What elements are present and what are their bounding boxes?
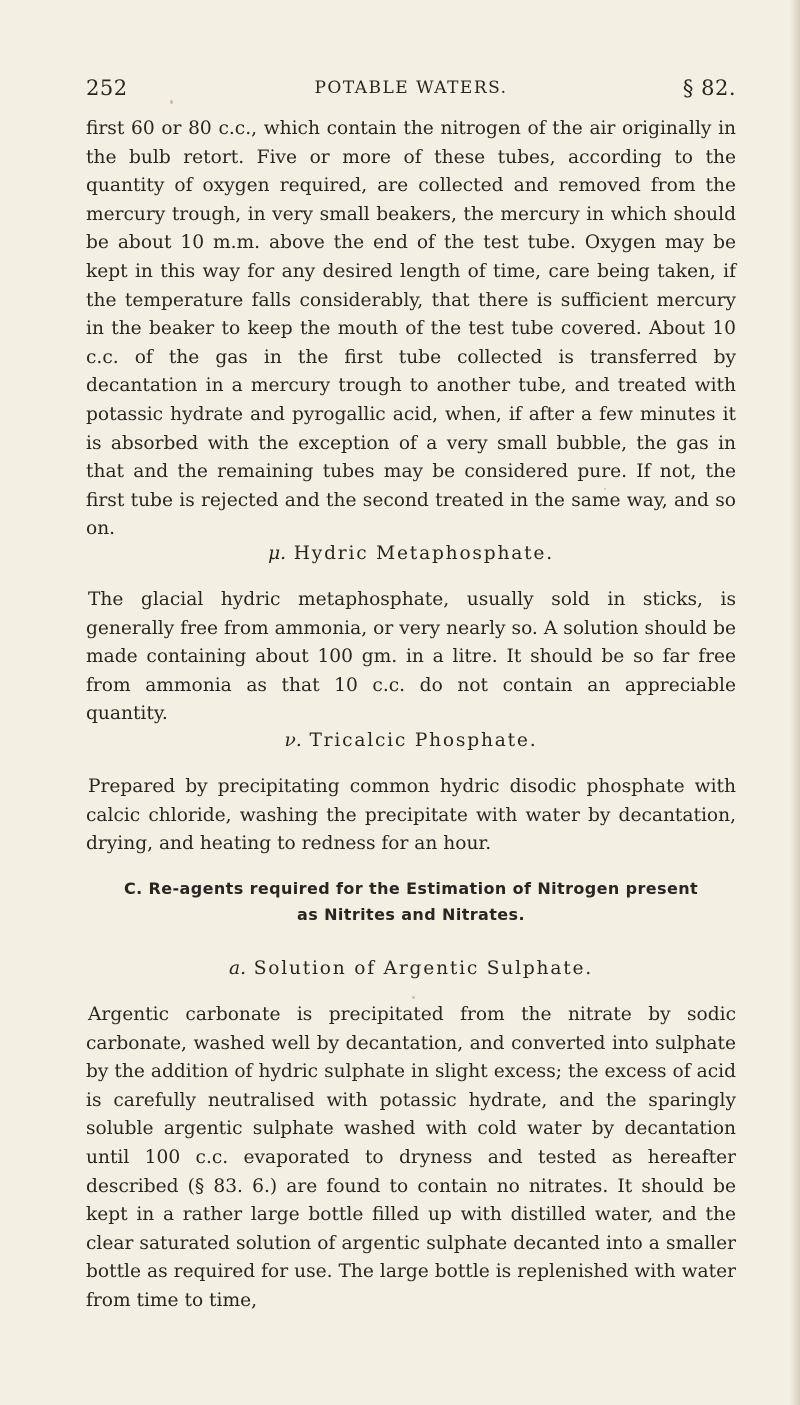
paper-speck — [412, 996, 415, 999]
paragraph-metaphosphate — [86, 586, 736, 729]
section-heading-line-2: as Nitrites and Nitrates. — [297, 905, 525, 924]
paragraph-text: Prepared by precipitating common hydric disodic phosphate with calcic chloride, washing the precipitate with water by decantation, drying, and heating to redness for an hour. — [86, 776, 736, 855]
paragraph-tricalcic — [86, 773, 736, 859]
subheading-letter: ν. — [284, 730, 302, 751]
subheading-tricalcic-phosphate — [86, 730, 736, 751]
subheading-letter: μ. — [268, 543, 287, 564]
subheading-letter: a. — [228, 958, 246, 979]
subheading-title: Tricalcic Phosphate. — [309, 730, 538, 751]
paper-speck — [604, 488, 606, 490]
page-header — [86, 72, 736, 112]
subheading-title: Solution of Argentic Sulphate. — [253, 958, 593, 979]
page-number: 252 — [86, 76, 128, 100]
paragraph-text: The glacial hydric metaphosphate, usually sold in sticks, is generally free from ammonia, or very nearly so. A solution should be made containing about 100 gm. in a litre. It should be so far free from ammonia as that 10 c.c. do not contain an appreciable quantity. — [86, 589, 736, 725]
subheading-title: Hydric Metaphosphate. — [293, 543, 554, 564]
running-title: POTABLE WATERS. — [314, 78, 508, 98]
subheading-hydric-metaphosphate — [86, 543, 736, 564]
section-heading-line-1: C. Re-agents required for the Estimation of Nitrogen present — [123, 879, 699, 898]
section-number: § 82. — [682, 76, 736, 100]
paragraph-oxygen-collection — [86, 115, 736, 544]
paper-speck — [170, 100, 173, 104]
section-heading-c — [86, 876, 736, 928]
subheading-argentic-sulphate — [86, 958, 736, 979]
paragraph-text: first 60 or 80 c.c., which contain the nitrogen of the air originally in the bulb retort. Five or more of these tubes, according to the quantity of oxygen required, are collected and removed from the mercury trough, in very small beakers, the mercury in which should be about 10 m.m. above the end of the test tube. Oxygen may be kept in this way for any desired length of time, care being taken, if the temperature falls considerably, that there is sufficient mercury in the beaker to keep the mouth of the test tube covered. About 10 c.c. of the gas in the first tube collected is transferred by decantation in a mercury trough to another tube, and treated with potassic hydrate and pyrogallic acid, when, if after a few minutes it is absorbed with the exception of a very small bubble, the gas in that and the remaining tubes may be considered pure. If not, the first tube is rejected and the second treated in the same way, and so on. — [86, 118, 736, 540]
page-edge-shadow — [790, 0, 800, 1405]
paragraph-argentic — [86, 1001, 736, 1316]
paragraph-text: Argentic carbonate is precipitated from the nitrate by sodic carbonate, washed well by decantation, and converted into sulphate by the addition of hydric sulphate in slight excess; the excess of acid is carefully neutralised with potassic hydrate, and the sparingly soluble argentic sulphate washed with cold water by decantation until 100 c.c. evaporated to dryness and tested as hereafter described (§ 83. 6.) are found to contain no nitrates. It should be kept in a rather large bottle filled up with distilled water, and the clear saturated solution of argentic sulphate decanted into a smaller bottle as required for use. The large bottle is replenished with water from time to time, — [86, 1004, 736, 1311]
